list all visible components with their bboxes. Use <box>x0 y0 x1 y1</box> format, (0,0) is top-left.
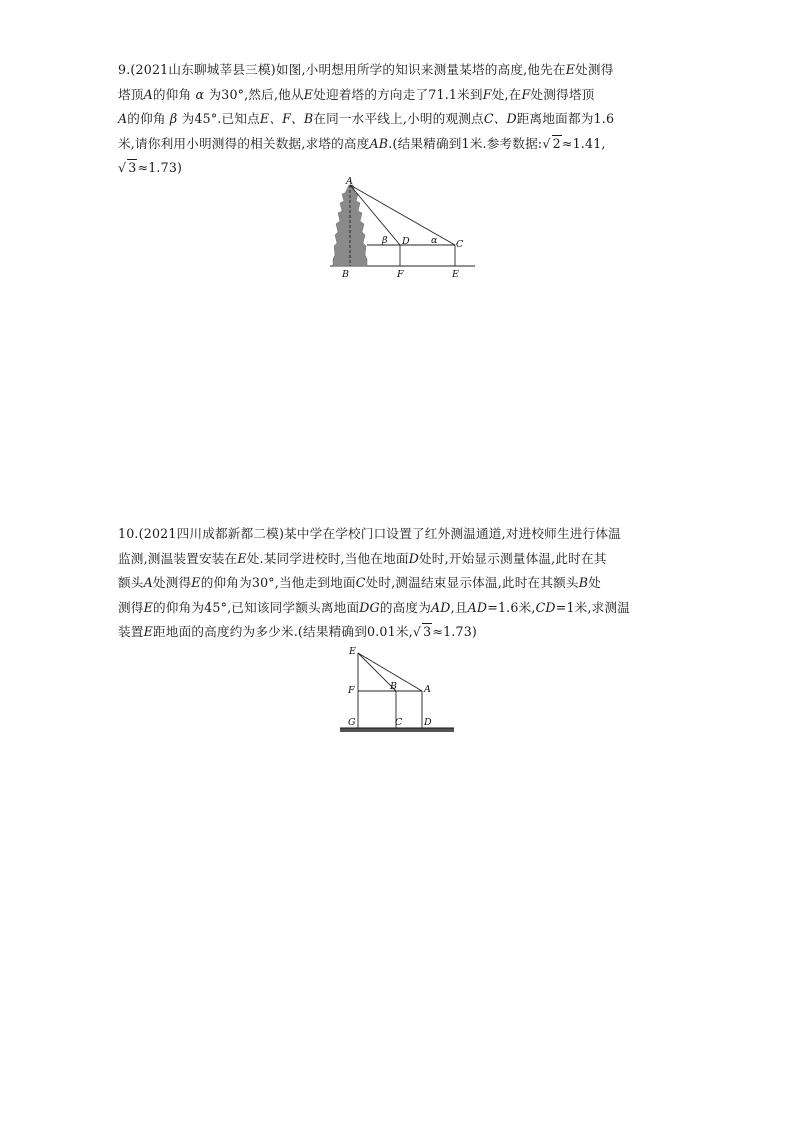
problem-9-line-4 <box>118 132 678 157</box>
point-label: F <box>521 86 531 102</box>
point-label: E <box>143 624 153 639</box>
text: 处测得 <box>152 575 192 590</box>
text: 处,在 <box>491 86 522 102</box>
label-D: D <box>424 717 432 728</box>
problem-10-number: 10. <box>118 526 139 541</box>
text: =1米,求测温 <box>555 599 631 615</box>
angle-label: β <box>169 111 178 126</box>
label-F: F <box>397 269 404 280</box>
problem-10-line-5 <box>118 620 678 645</box>
text: 处时,开始显示测量体温,此时在其 <box>419 550 607 566</box>
text: 的高度为 <box>379 599 431 615</box>
label-E: E <box>452 269 459 280</box>
point-label: E <box>237 550 247 566</box>
text: 处迎着塔的方向走了71.1米到 <box>313 86 483 102</box>
label-F: F <box>348 685 355 696</box>
text: 米,请你利用小明测得的相关数据,求塔的高度 <box>118 135 370 151</box>
text: 为45°.已知点 <box>181 111 260 126</box>
segment-label: AD <box>431 599 451 615</box>
problem-10-line-1 <box>118 522 678 547</box>
segment-label: CD <box>535 599 556 615</box>
text: 装置 <box>118 624 144 639</box>
segment-label: AD <box>467 599 488 615</box>
label-C: C <box>456 239 464 250</box>
label-E: E <box>349 646 356 657</box>
point-label: A <box>143 575 153 590</box>
text: 如图,小明想用所学的知识来测量某塔的高度,他先在 <box>275 62 566 77</box>
text: =1.6米, <box>487 599 536 615</box>
problem-10-text <box>118 522 678 645</box>
point-label: A <box>143 86 153 102</box>
radicand: 2 <box>552 135 561 151</box>
label-C: C <box>395 717 403 728</box>
problem-10-source: (2021四川成都新都二模) <box>138 526 285 541</box>
text: 的仰角 <box>152 86 192 102</box>
radicand: 3 <box>423 624 432 639</box>
label-A: A <box>424 684 431 695</box>
point-label: E、F、B <box>259 111 314 126</box>
text: 处测得 <box>575 62 614 77</box>
text: 距地面的高度约为多少米.(结果精确到0.01米, <box>153 624 413 639</box>
point-label: E <box>303 86 314 102</box>
text: ≈1.73) <box>137 160 183 175</box>
point-label: C <box>355 575 366 590</box>
problem-9-number: 9. <box>118 62 131 77</box>
problem-9-figure <box>325 175 475 285</box>
text: .(结果精确到1米.参考数据: <box>388 135 543 151</box>
segment-label: AB <box>369 135 389 151</box>
text: 处测得塔顶 <box>530 86 595 102</box>
label-alpha: α <box>431 235 438 246</box>
problem-9-line-2 <box>118 83 678 108</box>
point-label: E <box>143 599 153 615</box>
label-B: B <box>390 681 397 692</box>
text: 测得 <box>118 599 144 615</box>
point-label: E <box>191 575 201 590</box>
sqrt-symbol: √ 3 <box>118 160 137 175</box>
label-D: D <box>402 236 410 247</box>
text: 塔顶 <box>118 86 144 102</box>
radicand: 3 <box>128 160 137 175</box>
text: 处时,测温结束显示体温,此时在其额头 <box>365 575 579 590</box>
text: 监测,测温装置安装在 <box>118 550 238 566</box>
label-G: G <box>348 717 356 728</box>
point-label: A <box>118 111 128 126</box>
text: ≈1.73) <box>432 624 478 639</box>
problem-9-line-1 <box>118 58 678 83</box>
text: 处.某同学进校时,当他在地面 <box>246 550 409 566</box>
problem-10-line-4 <box>118 596 678 621</box>
text: 距离地面都为1.6 <box>516 111 615 126</box>
problem-10-figure <box>338 645 456 737</box>
point-label: F <box>482 86 492 102</box>
text: 的仰角为45°,已知该同学额头离地面 <box>153 599 360 615</box>
problem-9-source: (2021山东聊城莘县三模) <box>130 62 276 77</box>
point-label: B <box>578 575 589 590</box>
text: 额头 <box>118 575 144 590</box>
angle-label: α <box>195 86 205 102</box>
problem-9-line-3 <box>118 107 678 132</box>
text: 的仰角 <box>127 111 166 126</box>
sqrt-symbol: √ 3 <box>412 624 432 639</box>
text: 处 <box>588 575 601 590</box>
label-A: A <box>346 176 353 187</box>
problem-10-line-3 <box>118 571 678 596</box>
point-label: D <box>408 550 420 566</box>
text: ≈1.41, <box>561 135 606 151</box>
point-label: C、D <box>483 111 517 126</box>
label-B: B <box>342 269 349 280</box>
label-beta: β <box>382 235 388 246</box>
text: 某中学在学校门口设置了红外测温通道,对进校师生进行体温 <box>284 526 621 541</box>
problem-10-line-2 <box>118 547 678 572</box>
text: ,且 <box>450 599 468 615</box>
problem-9-text <box>118 58 678 181</box>
ground-hatch <box>340 728 454 732</box>
text: 的仰角为30°,当他走到地面 <box>200 575 356 590</box>
text: 在同一水平线上,小明的观测点 <box>313 111 484 126</box>
text: 为30°,然后,他从 <box>208 86 304 102</box>
segment-label: DG <box>359 599 380 615</box>
sqrt-symbol: √ 2 <box>542 135 561 151</box>
point-label: E <box>565 62 576 77</box>
